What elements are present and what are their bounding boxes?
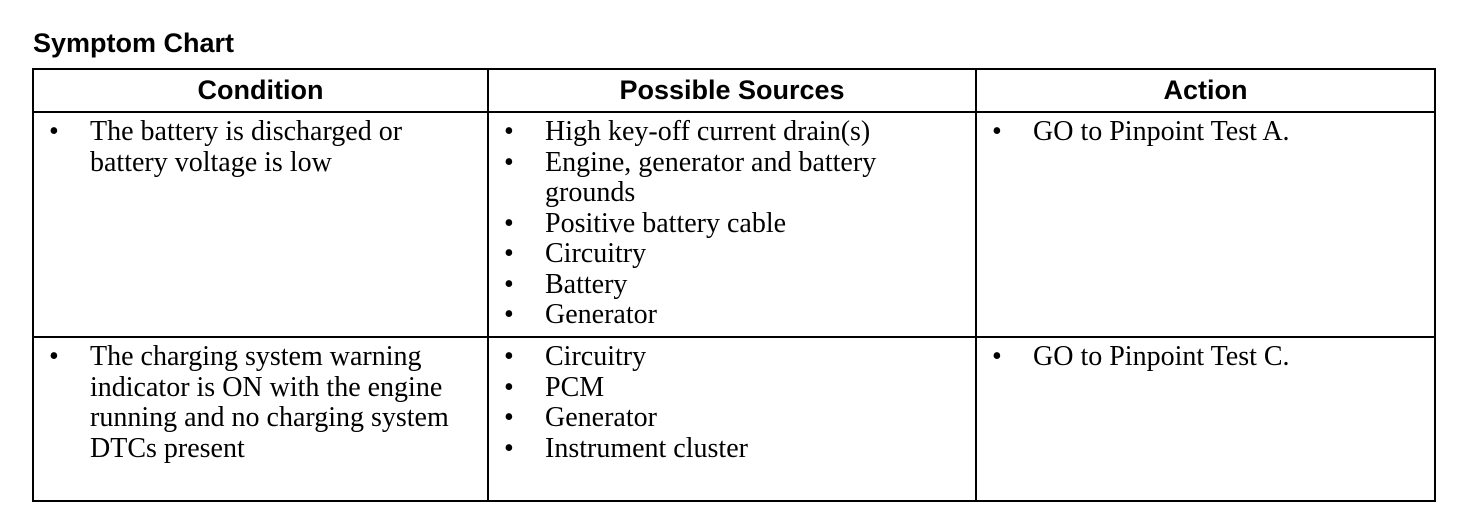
condition-cell — [33, 337, 488, 501]
list-item — [499, 239, 965, 270]
source-text: Generator — [545, 299, 657, 330]
table-row — [33, 337, 1435, 501]
list-item — [987, 117, 1424, 148]
header-condition: Condition — [33, 69, 488, 112]
source-text: Instrument cluster — [545, 432, 748, 464]
list-item — [499, 373, 965, 404]
bullet-icon: • — [504, 146, 514, 178]
list-item — [987, 342, 1424, 373]
bullet-icon: • — [992, 341, 1002, 372]
bullet-icon: • — [992, 116, 1002, 147]
list-item — [499, 300, 965, 331]
condition-text: The battery is discharged or battery voltage is low — [90, 116, 403, 178]
action-text: GO to Pinpoint Test C. — [1033, 341, 1290, 372]
bullet-icon: • — [504, 371, 514, 403]
bullet-icon: • — [49, 341, 59, 372]
source-text: PCM — [545, 371, 605, 403]
list-item — [44, 342, 477, 464]
sources-cell — [488, 112, 976, 337]
symptom-table — [32, 68, 1436, 502]
bullet-icon: • — [49, 116, 59, 147]
source-text: Battery — [545, 268, 628, 300]
header-row — [33, 69, 1435, 112]
bullet-icon: • — [504, 341, 514, 372]
action-cell — [976, 337, 1435, 501]
bullet-icon: • — [504, 116, 514, 147]
source-text: Circuitry — [545, 238, 647, 269]
source-text: Positive battery cable — [545, 207, 787, 239]
action-text: GO to Pinpoint Test A. — [1033, 116, 1290, 147]
list-item — [44, 117, 477, 178]
bullet-icon: • — [504, 207, 514, 239]
list-item — [499, 434, 965, 465]
bullet-icon: • — [504, 402, 514, 433]
source-text: Circuitry — [545, 341, 647, 372]
bullet-icon: • — [504, 299, 514, 330]
source-text: Engine, generator and battery grounds — [545, 146, 877, 208]
bullet-icon: • — [504, 432, 514, 464]
list-item — [499, 270, 965, 301]
source-text: Generator — [545, 402, 657, 433]
bullet-icon: • — [504, 238, 514, 269]
header-action: Action — [976, 69, 1435, 112]
chart-title: Symptom Chart — [33, 28, 235, 58]
table-row — [33, 112, 1435, 337]
condition-text: The charging system warning indicator is ON with the engine running and no charging system DTCs present — [90, 341, 449, 464]
action-cell — [976, 112, 1435, 337]
list-item — [499, 117, 965, 148]
list-item — [499, 342, 965, 373]
header-possible-sources: Possible Sources — [488, 69, 976, 112]
list-item — [499, 148, 965, 209]
list-item — [499, 209, 965, 240]
sources-cell — [488, 337, 976, 501]
bullet-icon: • — [504, 268, 514, 300]
source-text: High key-off current drain(s) — [545, 116, 871, 147]
condition-cell — [33, 112, 488, 337]
list-item — [499, 403, 965, 434]
